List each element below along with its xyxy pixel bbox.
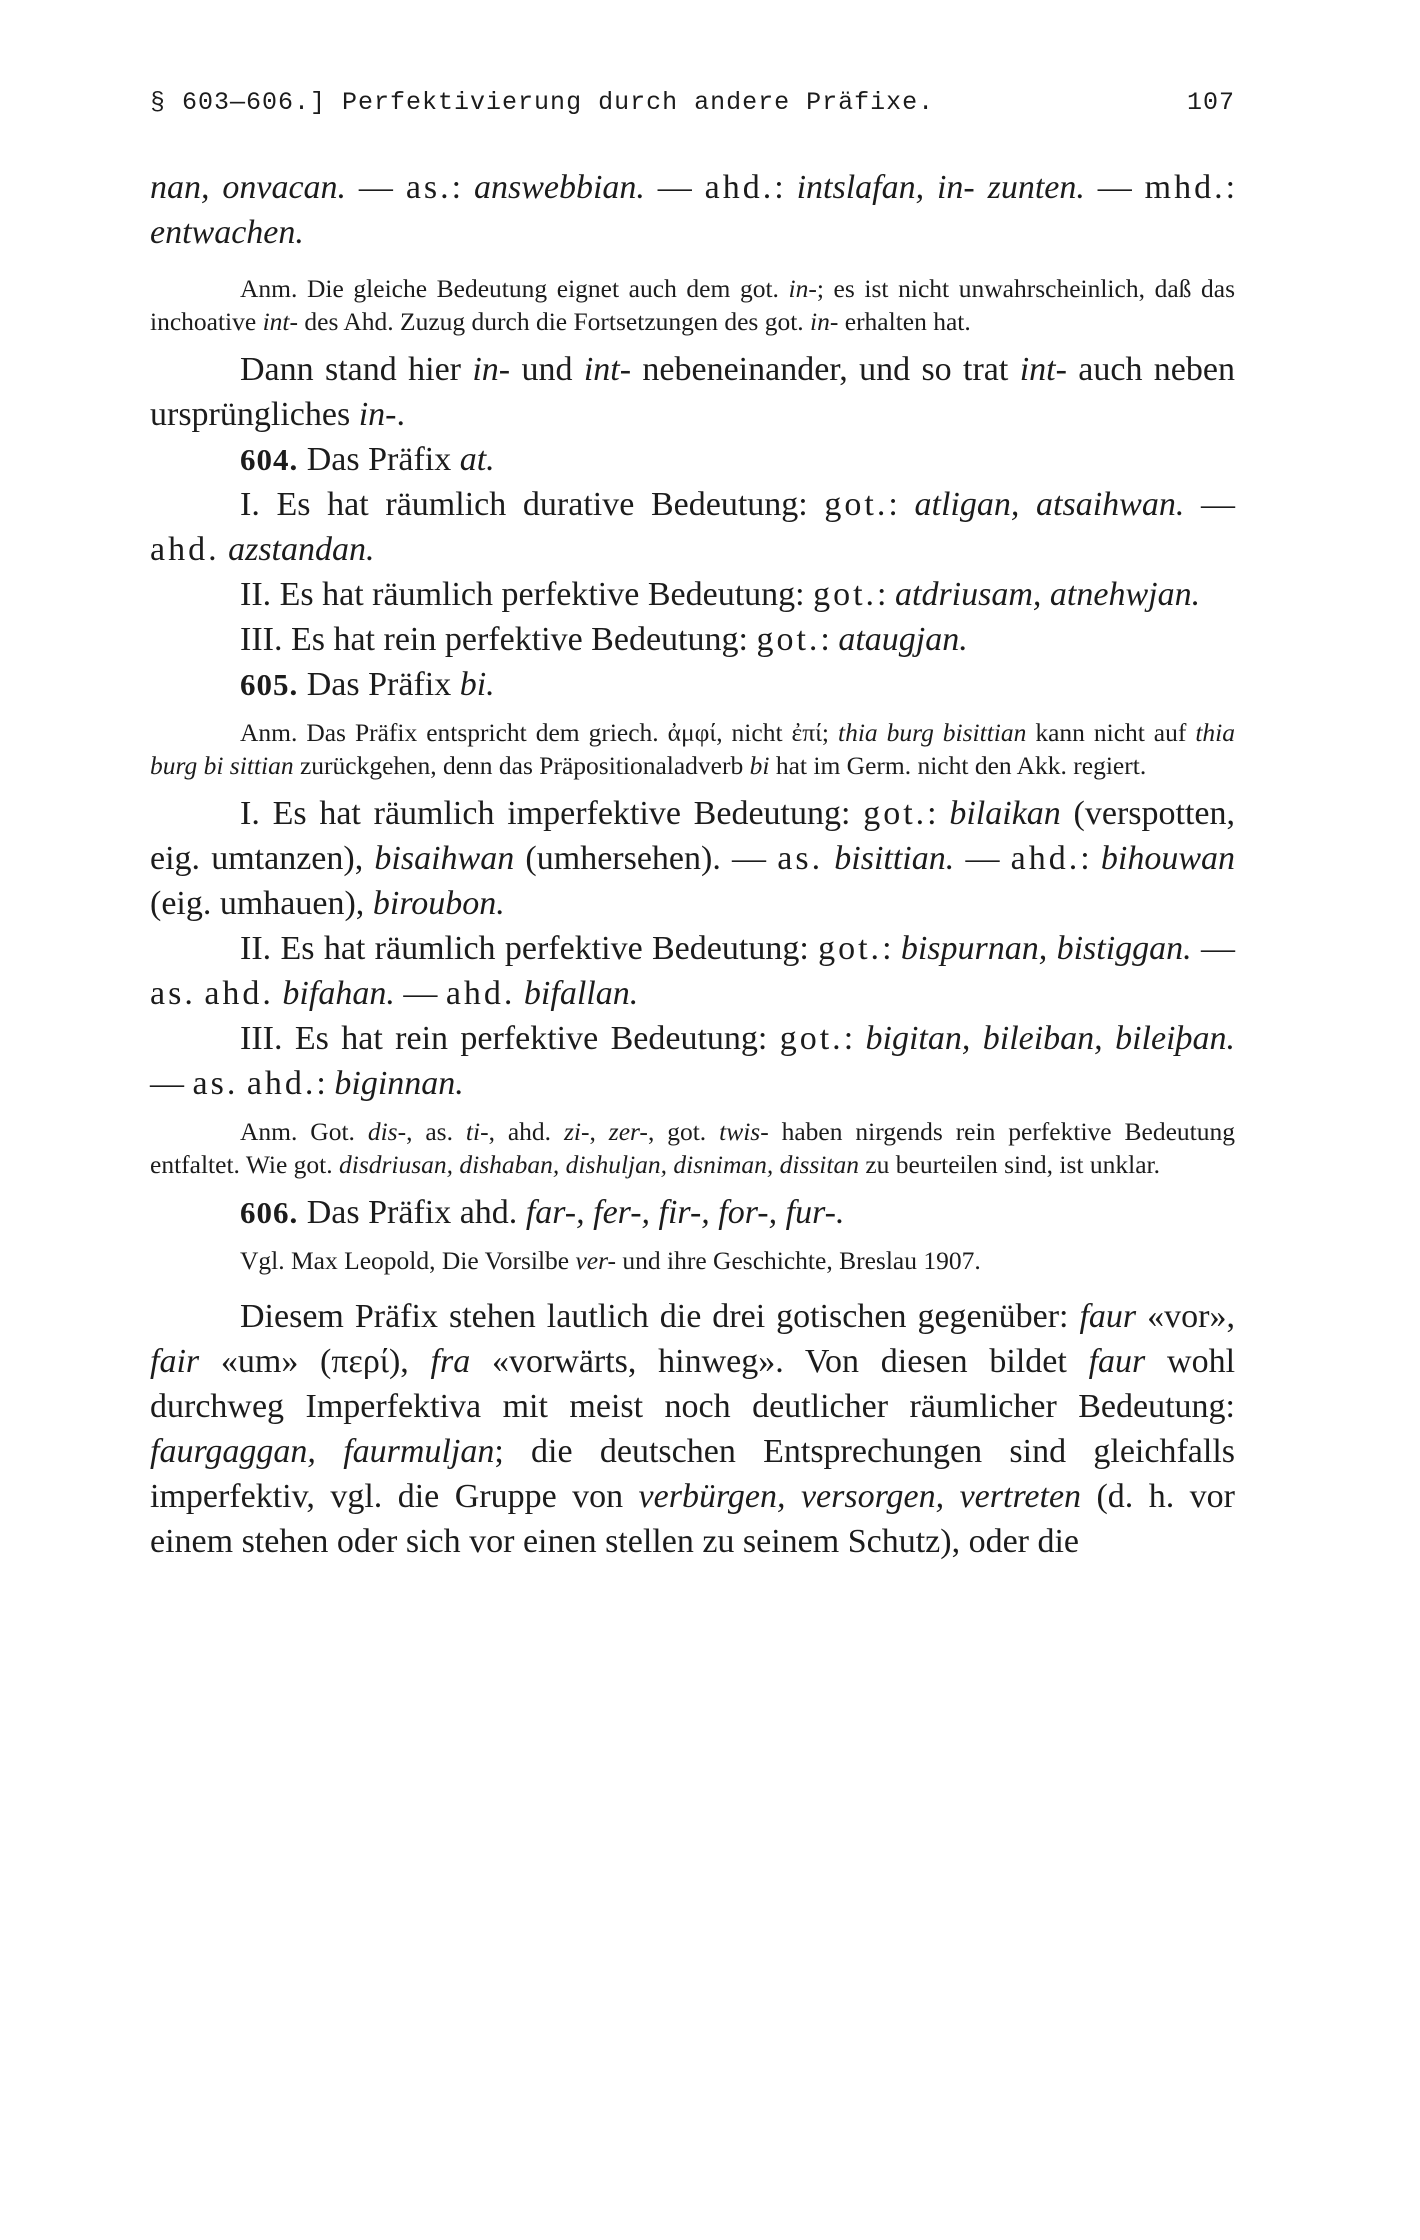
dash: — (644, 169, 705, 206)
text: zu beurteilen sind, ist unklar. (858, 1150, 1160, 1179)
text: I. Es hat räumlich durative Bedeutung: (240, 486, 825, 523)
dash: — (1191, 930, 1236, 967)
text: Anm. Das Präfix entspricht dem griech. ἀμφί, nicht ἐπί; (240, 718, 838, 747)
text: Anm. Die gleiche Bedeutung eignet auch dem got. (240, 274, 789, 303)
word: answebbian. (473, 169, 645, 206)
text: ; die deutschen Entsprechungen sind gleichfalls imperfektiv, vgl. die Gruppe von (150, 1433, 1235, 1515)
word: bispurnan, bistiggan. (900, 930, 1192, 967)
annotation-3 (150, 1115, 1235, 1181)
section-604-point-3 (150, 617, 1235, 662)
paragraph (150, 347, 1235, 437)
word: intslafan, in- (796, 169, 975, 206)
annotation-1 (150, 272, 1235, 338)
space (823, 840, 834, 877)
dash: — (954, 840, 1011, 877)
section-605-heading (150, 662, 1235, 707)
word: zunten. (987, 169, 1085, 206)
space (515, 975, 524, 1012)
text: , (589, 1117, 609, 1146)
abbr: got. (818, 930, 883, 967)
section-604-heading (150, 437, 1235, 482)
text: «um» (περί), (199, 1343, 431, 1380)
text: . (396, 396, 405, 433)
section-605-point-1 (150, 791, 1235, 926)
text: II. Es hat räumlich perfektive Bedeutung: (240, 576, 814, 613)
word: in- (810, 307, 839, 336)
word: int- (262, 307, 299, 336)
abbr: got. (779, 1020, 844, 1057)
text: , got. (647, 1117, 720, 1146)
section-605-point-2 (150, 926, 1235, 1016)
dash: — (1184, 486, 1236, 523)
text: Dann stand hier (240, 351, 473, 388)
section-606-heading (150, 1190, 1235, 1235)
abbr: ahd. (204, 975, 274, 1012)
sep: : (316, 1065, 335, 1102)
sep: : (882, 930, 901, 967)
abbr: ahd. (246, 1065, 317, 1102)
word: bihouwan (1100, 840, 1236, 877)
text: haben nirgends rein perfektive Bedeutung entfaltet. Wie got. (150, 1117, 1235, 1179)
text: II. Es hat räumlich perfektive Bedeutung: (240, 930, 819, 967)
word: bifallan. (523, 975, 639, 1012)
running-header (150, 88, 1235, 128)
word: dis- (367, 1117, 407, 1146)
page-number: 107 (1186, 88, 1235, 117)
annotation-2 (150, 716, 1235, 782)
dash: — (150, 1065, 193, 1102)
text: und ihre Geschichte, Breslau 1907. (616, 1246, 981, 1275)
word: faur (1088, 1343, 1146, 1380)
word: ver- (575, 1246, 617, 1275)
word: nan, onvacan. (150, 169, 347, 206)
text: «vor», (1136, 1298, 1235, 1335)
word: in- (358, 396, 397, 433)
section-604-point-2 (150, 572, 1235, 617)
paragraph-continuation (150, 165, 1235, 255)
text: auch neben ursprüngliches (150, 351, 1235, 433)
abbr: ahd. (150, 531, 220, 568)
sep: : (927, 795, 950, 832)
text: , ahd. (488, 1117, 564, 1146)
text: erhalten hat. (838, 307, 971, 336)
text: (verspotten, eig. umtanzen), (150, 795, 1236, 877)
text: III. Es hat rein perfektive Bedeutung: (240, 621, 757, 658)
sep: : (1080, 840, 1101, 877)
text: ; es ist nicht unwahrscheinlich, daß das inchoative (150, 274, 1235, 336)
word: thia burg bisittian (837, 718, 1027, 747)
running-title: § 603—606.] Perfektivierung durch andere Präfixe. (150, 88, 935, 117)
sep: : (451, 169, 474, 206)
text: (umhersehen). — (514, 840, 778, 877)
word: verbürgen, versorgen, vertreten (638, 1478, 1082, 1515)
dash: — (1084, 169, 1145, 206)
page-body (150, 165, 1235, 1564)
word: int- (583, 351, 632, 388)
word: bigitan, bileiban, bileiþan. (865, 1020, 1235, 1057)
word: fair (150, 1343, 200, 1380)
abbr: ahd. (445, 975, 516, 1012)
section-604-point-1 (150, 482, 1235, 572)
text: wohl durchweg Imperfektiva mit meist noch deutlicher räumlicher Bedeutung: (150, 1343, 1236, 1425)
word: in- (788, 274, 817, 303)
word: twis- (719, 1117, 769, 1146)
word: far-, fer-, fir-, for-, fur-. (525, 1194, 845, 1231)
text: nebeneinander, und so trat (631, 351, 1020, 388)
abbr: got. (824, 486, 889, 523)
word: bilaikan (949, 795, 1061, 832)
abbr: as. (777, 840, 824, 877)
abbr: got. (863, 795, 928, 832)
word: bisaihwan (374, 840, 515, 877)
text: (d. h. vor einem stehen oder sich vor einen stellen zu seinem Schutz), oder die (150, 1478, 1235, 1560)
sep: : (877, 576, 895, 613)
word: biginnan. (334, 1065, 464, 1102)
abbr: ahd. (704, 169, 775, 206)
word: bi (749, 751, 770, 780)
abbr: as. (192, 1065, 239, 1102)
text: und (510, 351, 584, 388)
text: zurückgehen, denn das Präpositionaladverb (293, 751, 750, 780)
text: (eig. umhauen), (150, 885, 373, 922)
abbr: ahd. (1010, 840, 1081, 877)
text: «vorwärts, hinweg». Von diesen bildet (470, 1343, 1089, 1380)
word: thia burg bi sittian (150, 718, 1235, 780)
section-number: 605. (240, 667, 299, 702)
section-number: 604. (240, 442, 299, 477)
text: kann nicht auf (1026, 718, 1196, 747)
text: Das Präfix (298, 441, 460, 478)
word: bi. (459, 666, 495, 703)
abbr: as. (150, 975, 196, 1012)
word: azstandan. (228, 531, 375, 568)
sep: : (888, 486, 915, 523)
abbr: as. (405, 169, 452, 206)
word: bifahan. (282, 975, 395, 1012)
text: III. Es hat rein perfektive Bedeutung: (240, 1020, 780, 1057)
word: faurgaggan, faurmuljan (150, 1433, 495, 1470)
word: atligan, atsaihwan. (914, 486, 1185, 523)
word: bisittian. (834, 840, 955, 877)
word: entwachen. (150, 214, 304, 251)
text: Das Präfix (298, 666, 460, 703)
text: des Ahd. Zuzug durch die Fortsetzungen des got. (298, 307, 811, 336)
word: ataugjan. (838, 621, 968, 658)
sep: : (1225, 169, 1236, 206)
word: biroubon. (372, 885, 505, 922)
text: I. Es hat räumlich imperfektive Bedeutung: (240, 795, 864, 832)
text: Anm. Got. (240, 1117, 368, 1146)
sep: : (774, 169, 797, 206)
paragraph-final (150, 1294, 1235, 1564)
section-605-point-3 (150, 1016, 1235, 1106)
word: int- (1019, 351, 1067, 388)
text: hat im Germ. nicht den Akk. regiert. (769, 751, 1147, 780)
abbr: got. (813, 576, 878, 613)
word: in- (472, 351, 511, 388)
sep: : (843, 1020, 866, 1057)
word: ti- (465, 1117, 489, 1146)
dash: — (346, 169, 406, 206)
text: Das Präfix ahd. (298, 1194, 526, 1231)
word: fra (430, 1343, 471, 1380)
section-number: 606. (240, 1195, 299, 1230)
text: Vgl. Max Leopold, Die Vorsilbe (240, 1246, 576, 1275)
text: , as. (406, 1117, 466, 1146)
space (238, 1065, 247, 1102)
space (975, 169, 988, 206)
word: disdriusan, dishaban, dishuljan, disniman, dissitan (338, 1150, 859, 1179)
word: at. (459, 441, 495, 478)
word: atdriusam, atnehwjan. (895, 576, 1201, 613)
word: zi- (563, 1117, 590, 1146)
space (220, 531, 229, 568)
word: faur (1079, 1298, 1137, 1335)
abbr: got. (756, 621, 821, 658)
reference-note (150, 1244, 1235, 1277)
word: zer- (608, 1117, 648, 1146)
dash: — (394, 975, 446, 1012)
text: Diesem Präfix stehen lautlich die drei gotischen gegenüber: (240, 1298, 1080, 1335)
abbr: mhd. (1144, 169, 1226, 206)
sep: : (820, 621, 839, 658)
